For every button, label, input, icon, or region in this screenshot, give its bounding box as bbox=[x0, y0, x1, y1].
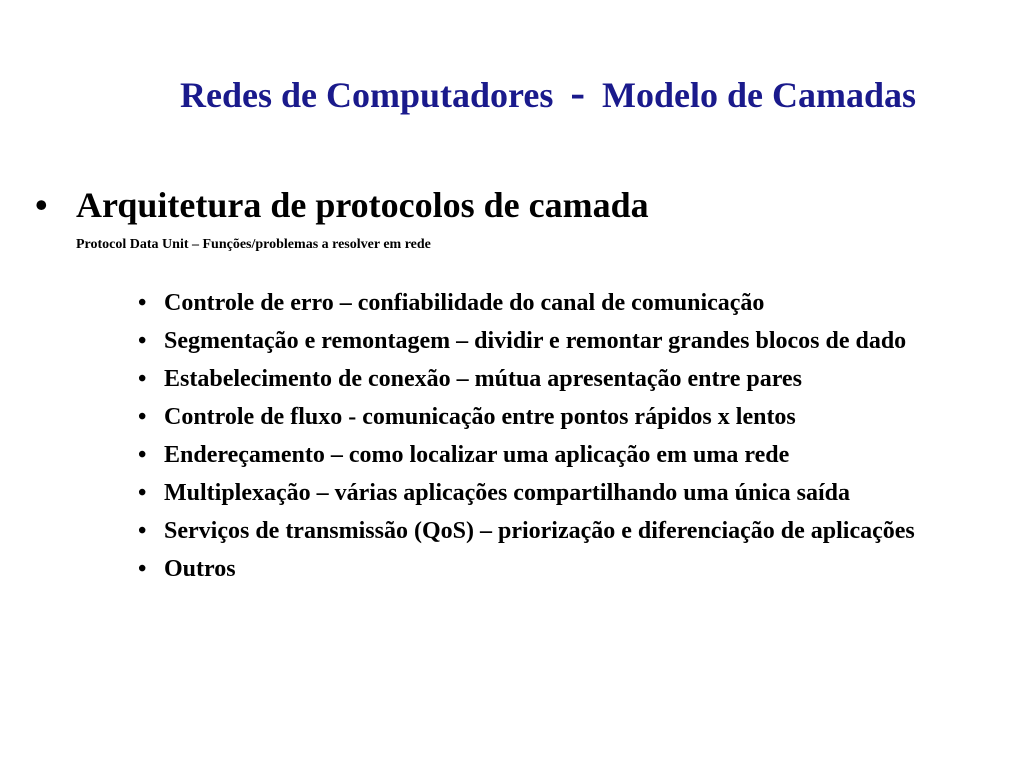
list-item bbox=[138, 440, 998, 470]
bullet-dot: • bbox=[138, 556, 147, 582]
heading-bullet: • bbox=[35, 185, 48, 225]
list-item bbox=[138, 516, 998, 546]
main-heading bbox=[35, 183, 649, 227]
subtitle: Protocol Data Unit – Funções/problemas a resolver em rede bbox=[76, 237, 431, 252]
list-item-text: Multiplexação – várias aplicações compartilhando uma única saída bbox=[164, 480, 851, 506]
list-item bbox=[138, 364, 998, 394]
heading-text: Arquitetura de protocolos de camada bbox=[76, 185, 649, 225]
bullet-dot: • bbox=[138, 290, 147, 316]
bullet-dot: • bbox=[138, 366, 147, 392]
list-item-text: Controle de fluxo - comunicação entre pontos rápidos x lentos bbox=[164, 404, 796, 430]
bullet-dot: • bbox=[138, 328, 147, 354]
title-part-1: Redes de Computadores bbox=[180, 75, 554, 115]
list-item-text: Segmentação e remontagem – dividir e remontar grandes blocos de dado bbox=[164, 328, 907, 354]
title-part-2: Modelo de Camadas bbox=[602, 75, 916, 115]
list-item bbox=[138, 478, 998, 508]
bullet-dot: • bbox=[138, 442, 147, 468]
list-item-text: Endereçamento – como localizar uma aplicação em uma rede bbox=[164, 442, 790, 468]
list-item bbox=[138, 554, 998, 584]
list-item bbox=[138, 288, 998, 318]
list-item bbox=[138, 402, 998, 432]
list-item-text: Serviços de transmissão (QoS) – priorização e diferenciação de aplicações bbox=[164, 518, 915, 544]
list-item bbox=[138, 326, 998, 356]
bullet-list bbox=[138, 288, 998, 592]
list-item-text: Estabelecimento de conexão – mútua apresentação entre pares bbox=[164, 366, 802, 392]
slide-title bbox=[0, 68, 1024, 120]
bullet-dot: • bbox=[138, 480, 147, 506]
list-item-text: Outros bbox=[164, 556, 236, 582]
title-separator: - bbox=[570, 68, 585, 117]
bullet-dot: • bbox=[138, 404, 147, 430]
list-item-text: Controle de erro – confiabilidade do canal de comunicação bbox=[164, 290, 765, 316]
bullet-dot: • bbox=[138, 518, 147, 544]
